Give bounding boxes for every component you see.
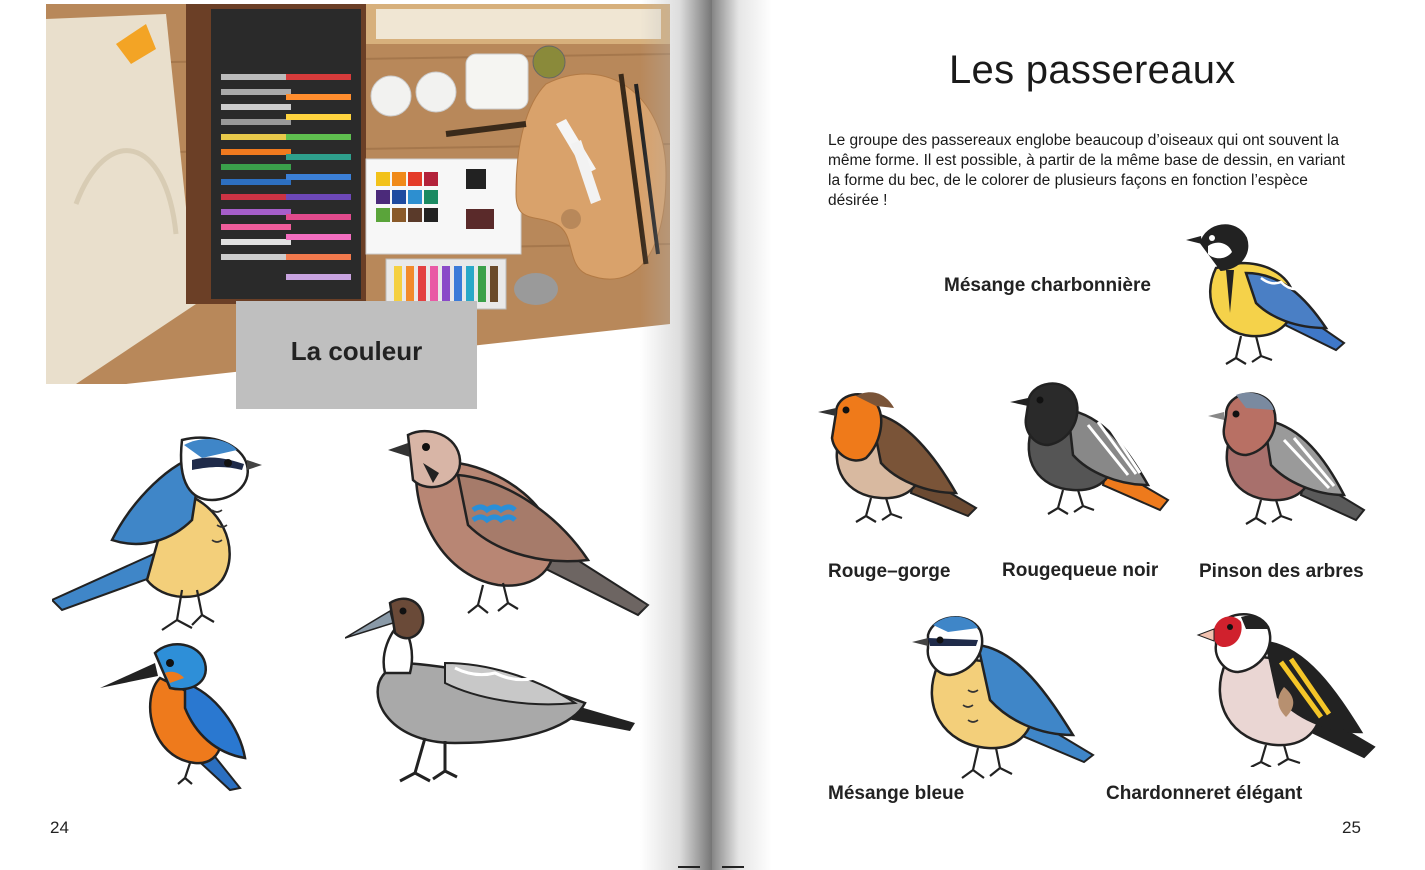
gutter-shadow-right — [712, 0, 772, 870]
label-robin: Rouge–gorge — [828, 561, 951, 582]
page-title: Les passereaux — [949, 48, 1236, 92]
section-title: La couleur — [290, 336, 423, 366]
right-page — [712, 0, 1425, 870]
label-chaffinch: Pinson des arbres — [1199, 561, 1364, 582]
label-goldfinch: Chardonneret élégant — [1106, 783, 1303, 804]
gutter-shadow-left — [640, 0, 712, 870]
label-blue-tit: Mésange bleue — [828, 783, 965, 804]
page-number-left: 24 — [50, 818, 69, 837]
label-great-tit: Mésange charbonnière — [944, 275, 1151, 296]
page-number-right: 25 — [1342, 818, 1361, 837]
kingfisher-illustration — [100, 638, 250, 793]
label-black-redstart: Rougequeue noir — [1002, 560, 1159, 581]
goldfinch-illustration — [1196, 607, 1376, 767]
blue-tit-large-illustration — [52, 430, 267, 635]
black-redstart-illustration — [1008, 380, 1173, 525]
intro-paragraph: Le groupe des passereaux englobe beaucoup d’oiseaux qui ont souvent la même forme. Il est possible, à partir de la même base de dessin, en variant la forme du bec, de le colorer de plusieurs façons en fonction l’espèce désirée ! — [828, 132, 1345, 209]
left-page — [0, 0, 712, 870]
chaffinch-illustration — [1206, 390, 1366, 530]
great-tit-illustration — [1186, 218, 1346, 368]
section-title-box — [236, 301, 477, 409]
blue-tit-illustration — [908, 610, 1098, 785]
pintail-duck-illustration — [345, 593, 637, 788]
jay-illustration — [388, 425, 653, 620]
robin-illustration — [816, 388, 981, 528]
spine-marks — [678, 866, 748, 870]
